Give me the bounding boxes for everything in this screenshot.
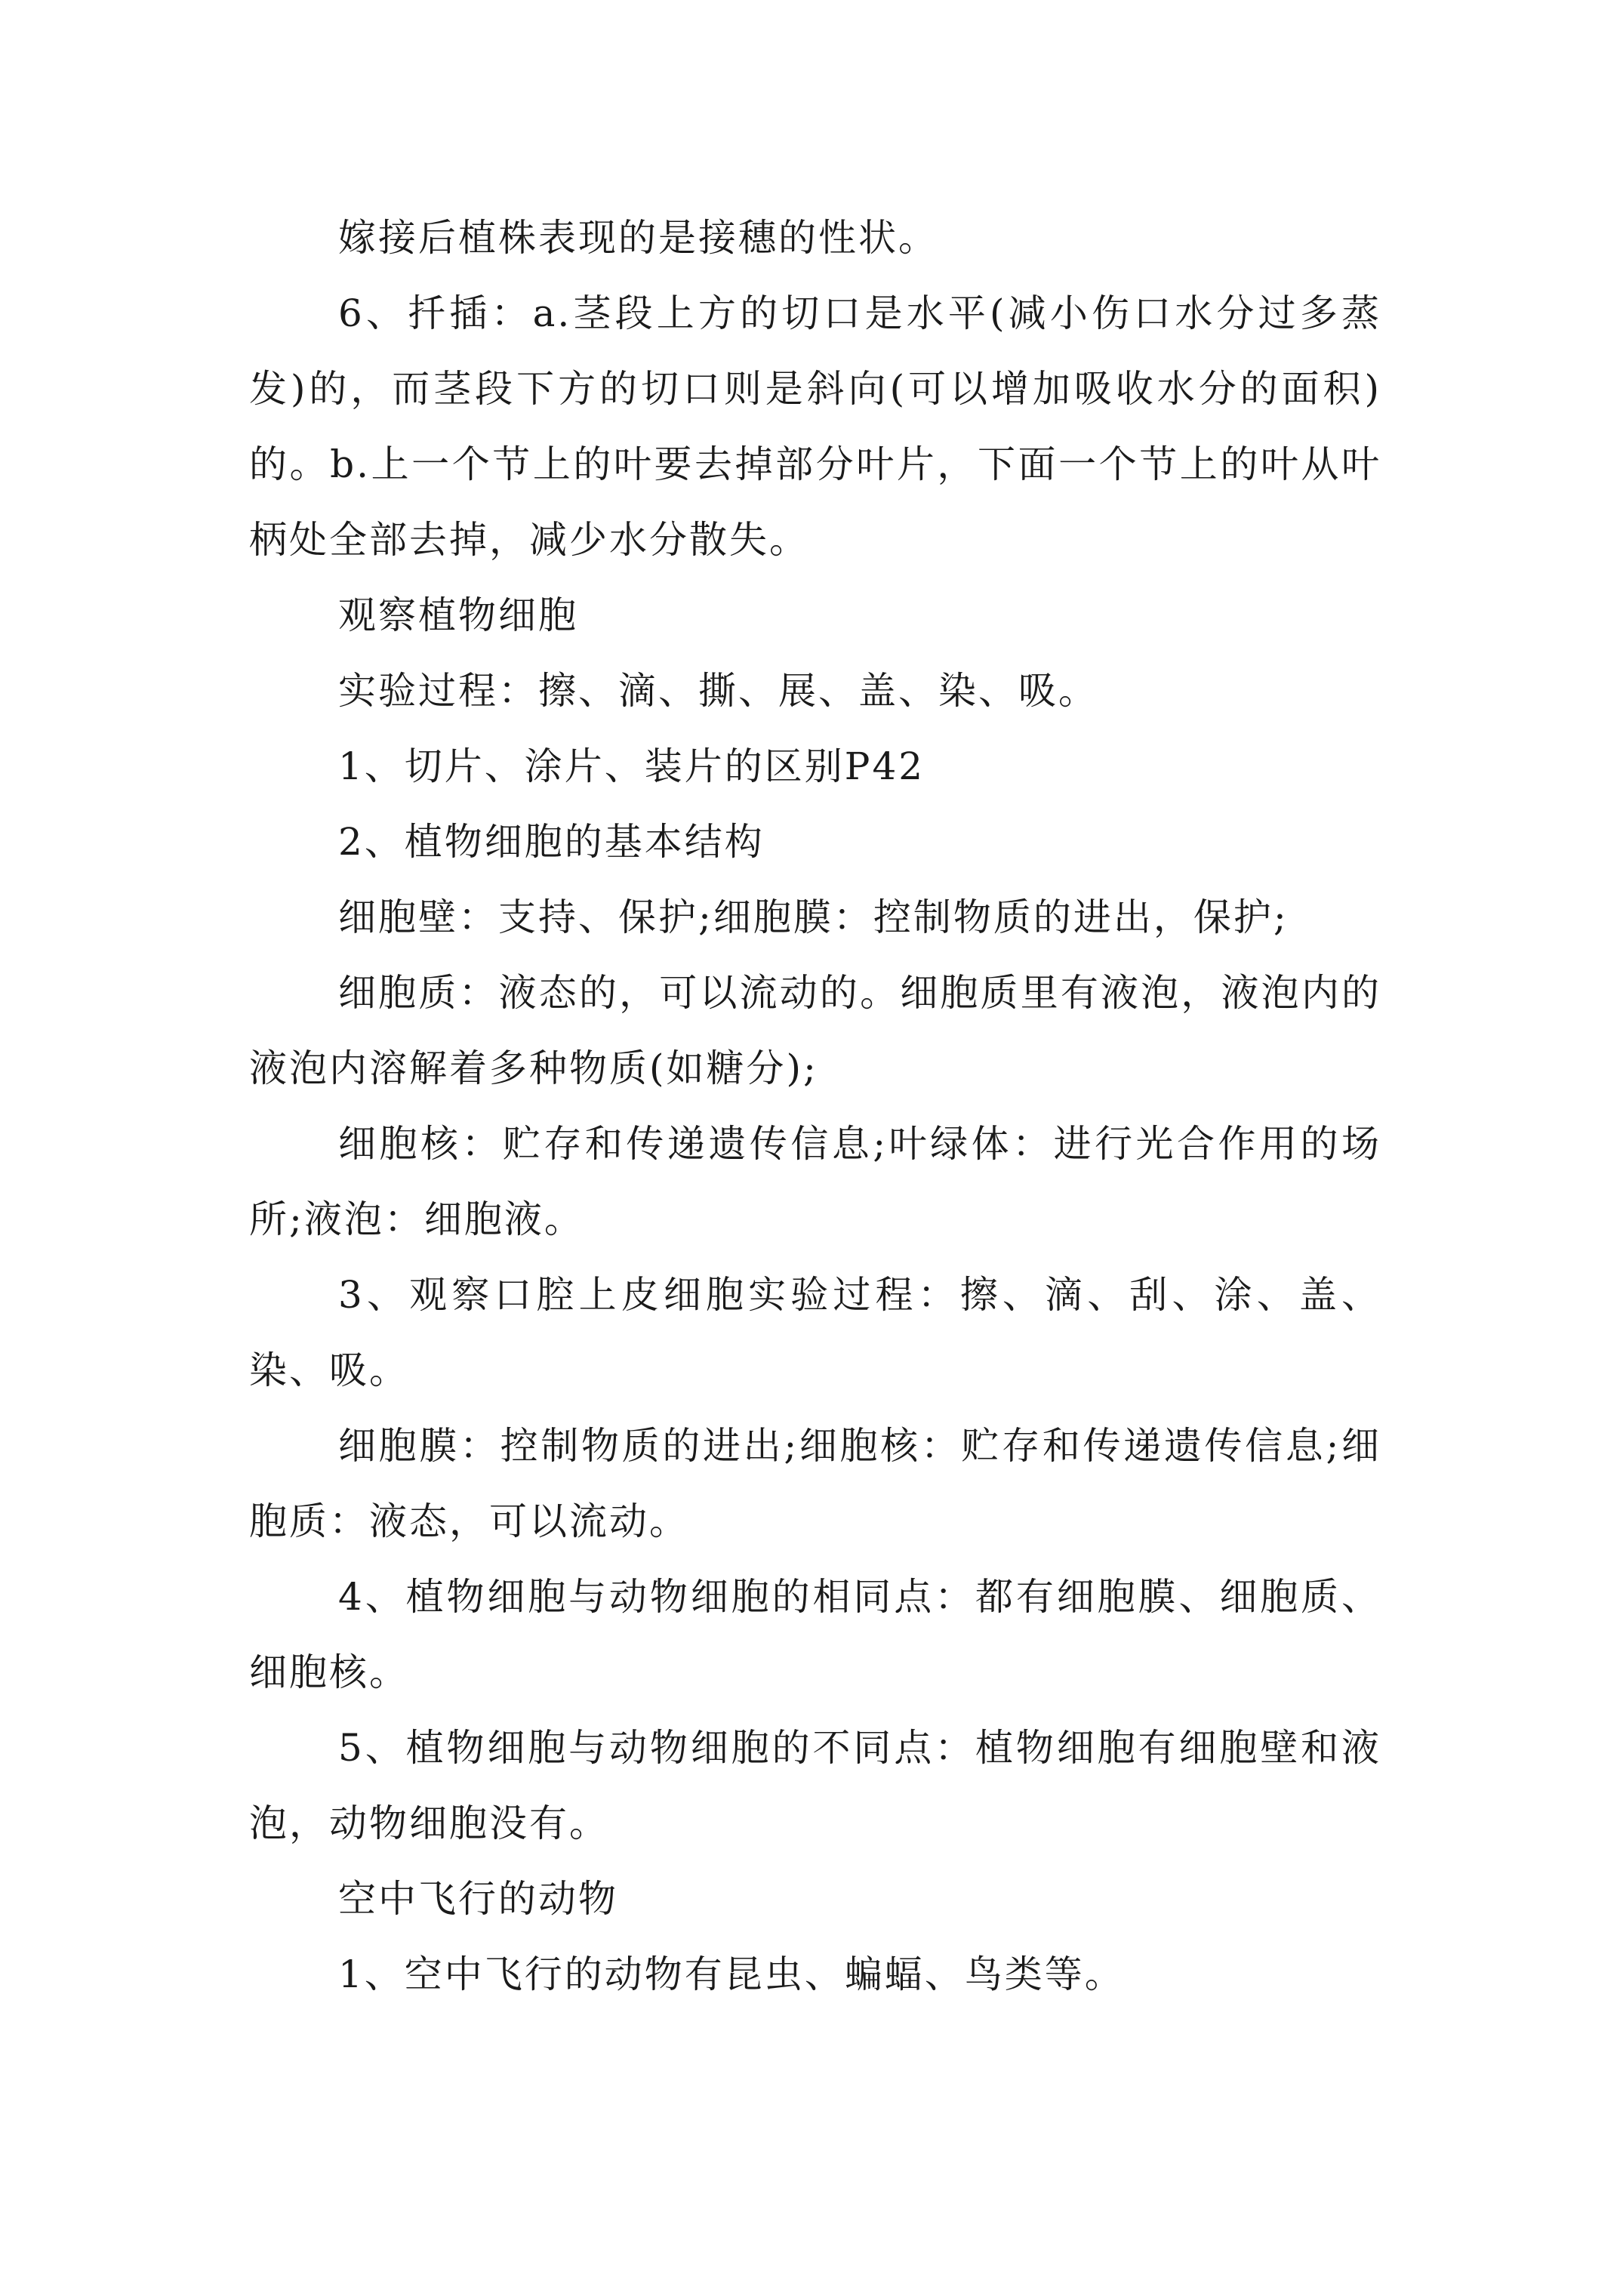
section-heading-observe-plant-cells: 观察植物细胞 xyxy=(338,593,578,637)
paragraph-grafting-trait: 嫁接后植株表现的是接穗的性状。 xyxy=(338,216,938,260)
section-heading-flying-animals: 空中飞行的动物 xyxy=(338,1877,618,1921)
paragraph-cell-wall-membrane: 细胞壁：支持、保护;细胞膜：控制物质的进出，保护; xyxy=(338,895,1289,939)
paragraph-plant-cell-structure: 2、植物细胞的基本结构 xyxy=(338,820,765,864)
paragraph-flying-animals-list: 1、空中飞行的动物有昆虫、蝙蝠、鸟类等。 xyxy=(338,1952,1125,1996)
paragraph-animal-cell-parts: 细胞膜：控制物质的进出;细胞核：贮存和传递遗传信息;细胞质：液态，可以流动。 xyxy=(249,1424,1381,1543)
paragraph-nucleus-chloroplast: 细胞核：贮存和传递遗传信息;叶绿体：进行光合作用的场所;液泡：细胞液。 xyxy=(249,1122,1381,1241)
paragraph-differences: 5、植物细胞与动物细胞的不同点：植物细胞有细胞壁和液泡，动物细胞没有。 xyxy=(249,1726,1381,1845)
paragraph-oral-epithelial-experiment: 3、观察口腔上皮细胞实验过程：擦、滴、刮、涂、盖、染、吸。 xyxy=(249,1273,1381,1392)
paragraph-cytoplasm: 细胞质：液态的，可以流动的。细胞质里有液泡，液泡内的液泡内溶解着多种物质(如糖分); xyxy=(249,971,1381,1090)
paragraph-slide-types: 1、切片、涂片、装片的区别P42 xyxy=(338,744,925,788)
paragraph-experiment-process: 实验过程：擦、滴、撕、展、盖、染、吸。 xyxy=(338,669,1098,713)
paragraph-cutting-method: 6、扦插：a.茎段上方的切口是水平(减小伤口水分过多蒸发)的，而茎段下方的切口则是斜向(可以增加吸收水分的面积)的。b.上一个节上的叶要去掉部分叶片，下面一个节上的叶从叶柄处全部去掉，减少水分散失。 xyxy=(249,291,1381,562)
paragraph-similarities: 4、植物细胞与动物细胞的相同点：都有细胞膜、细胞质、细胞核。 xyxy=(249,1575,1381,1694)
document-body xyxy=(249,200,1381,2012)
